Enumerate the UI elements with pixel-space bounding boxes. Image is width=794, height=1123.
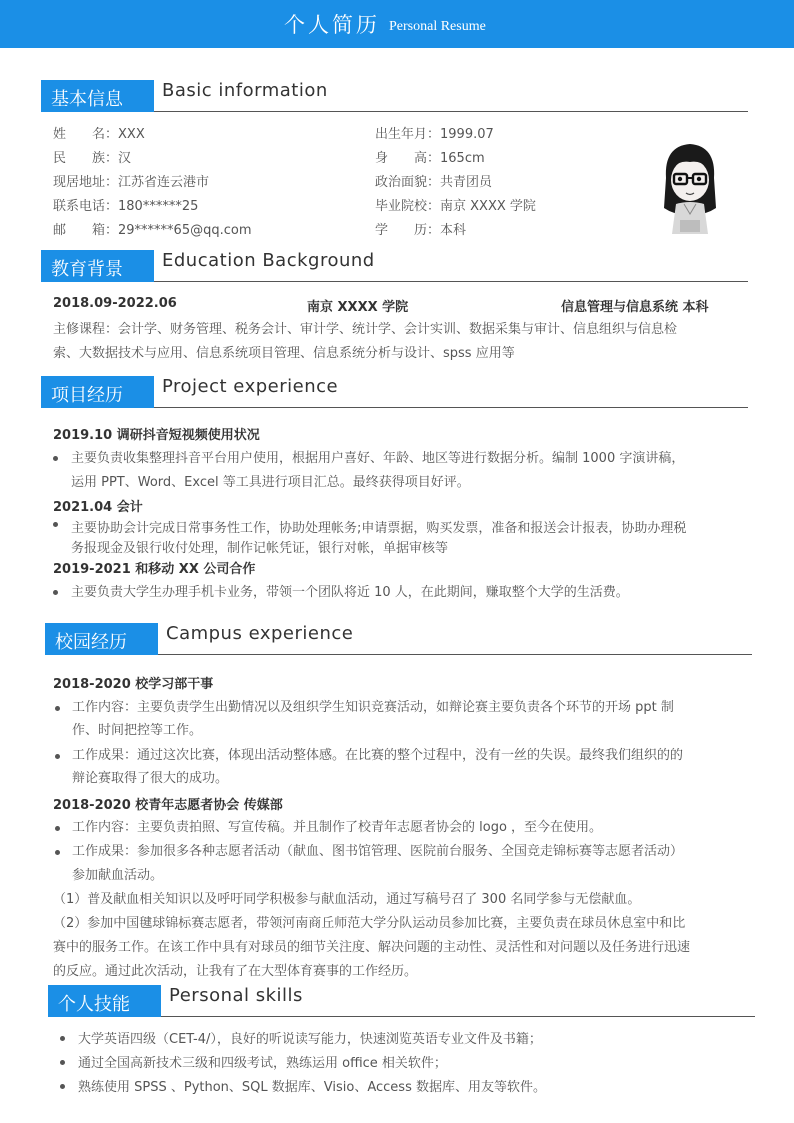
value: 南京 XXXX 学院 xyxy=(440,199,536,214)
value: 29******65@qq.com xyxy=(118,223,252,238)
section-tab: 教育背景 xyxy=(41,250,154,282)
resume-title: 个人简历 xyxy=(284,13,380,37)
campus-desc: 工作内容：主要负责学生出勤情况以及组织学生知识竞赛活动，如辩论赛主要负责各个环节的开场 ppt 制 xyxy=(72,700,674,715)
project-title: 2021.04 会计 xyxy=(53,500,143,515)
campus-title: 2018-2020 校学习部干事 xyxy=(53,677,214,692)
info-ethnicity xyxy=(53,147,131,166)
section-title-en: Personal skills xyxy=(169,985,303,1006)
bullet xyxy=(55,754,60,759)
value: 165cm xyxy=(440,151,485,166)
label: 邮 箱： xyxy=(53,223,119,238)
info-phone xyxy=(53,195,198,214)
bullet xyxy=(53,456,58,461)
section-title-en: Campus experience xyxy=(166,623,354,644)
bullet xyxy=(60,1036,65,1041)
bullet xyxy=(55,826,60,831)
project-desc: 务报现金及银行收付处理，制作记帐凭证，银行对帐，单据审核等 xyxy=(71,541,449,556)
edu-school: 南京 XXXX 学院 xyxy=(307,300,409,315)
bullet xyxy=(60,1060,65,1065)
divider xyxy=(154,111,748,112)
bullet xyxy=(53,590,58,595)
campus-desc: 工作成果：参加很多各种志愿者活动（献血、图书馆管理、医院前台服务、全国竞走锦标赛等志愿者活动） xyxy=(72,844,684,859)
section-title-en: Basic information xyxy=(162,80,328,101)
value: 汉 xyxy=(118,151,132,166)
label: 政治面貌： xyxy=(375,175,441,190)
divider xyxy=(154,281,748,282)
section-title-en: Project experience xyxy=(162,376,339,397)
section-basic-header xyxy=(41,80,748,112)
section-education-header xyxy=(41,250,748,282)
info-degree xyxy=(375,219,466,238)
edu-courses-line2: 索、大数据技术与应用、信息系统项目管理、信息系统分析与设计、spss 应用等 xyxy=(53,346,515,361)
edu-period: 2018.09-2022.06 xyxy=(53,296,177,311)
section-tab: 项目经历 xyxy=(41,376,154,408)
bullet xyxy=(55,706,60,711)
info-name xyxy=(53,123,145,142)
skill-item: 大学英语四级（CET-4/），良好的听说读写能力，快速浏览英语专业文件及书籍； xyxy=(78,1032,542,1047)
campus-desc: 作、时间把控等工作。 xyxy=(72,723,203,738)
edu-major: 信息管理与信息系统 本科 xyxy=(561,300,709,315)
value: XXX xyxy=(118,127,145,142)
value: 江苏省连云港市 xyxy=(118,175,210,190)
project-desc: 运用 PPT、Word、Excel 等工具进行项目汇总。最终获得项目好评。 xyxy=(71,475,470,490)
campus-note: （1）普及献血相关知识以及呼吁同学积极参与献血活动，通过写稿号召了 300 名同学参与无偿献血。 xyxy=(53,892,641,907)
section-tab: 个人技能 xyxy=(48,985,161,1017)
skill-item: 熟练使用 SPSS 、Python、SQL 数据库、Visio、Access 数据库、用友等软件。 xyxy=(78,1080,546,1095)
bullet xyxy=(55,850,60,855)
project-title: 2019-2021 和移动 XX 公司合作 xyxy=(53,562,256,577)
campus-desc: 工作成果：通过这次比赛，体现出活动整体感。在比赛的整个过程中，没有一丝的失误。最终我们组织的的 xyxy=(72,748,684,763)
value: 180******25 xyxy=(118,199,199,214)
value: 1999.07 xyxy=(440,127,494,142)
info-height xyxy=(375,147,485,166)
campus-desc: 参加献血活动。 xyxy=(72,868,164,883)
label: 学 历： xyxy=(375,223,441,238)
label: 身 高： xyxy=(375,151,441,166)
divider xyxy=(161,1016,755,1017)
section-campus-header xyxy=(45,623,752,655)
bullet xyxy=(60,1084,65,1089)
header-bar xyxy=(0,0,794,48)
label: 毕业院校： xyxy=(375,199,441,214)
section-title-en: Education Background xyxy=(162,250,375,271)
campus-desc: 辩论赛取得了很大的成功。 xyxy=(72,771,229,786)
value: 本科 xyxy=(440,223,467,238)
info-school xyxy=(375,195,536,214)
label: 出生年月： xyxy=(375,127,441,142)
divider xyxy=(158,654,752,655)
info-political xyxy=(375,171,492,190)
campus-desc: 工作内容：主要负责拍照、写宣传稿。并且制作了校青年志愿者协会的 logo ，至今在使用。 xyxy=(72,820,603,835)
label: 现居地址： xyxy=(53,175,119,190)
project-desc: 主要负责大学生办理手机卡业务，带领一个团队将近 10 人，在此期间，赚取整个大学的生活费。 xyxy=(71,585,629,600)
project-desc: 主要协助会计完成日常事务性工作，协助处理帐务;申请票据，购买发票，准备和报送会计报表，协助办理税 xyxy=(71,521,687,536)
project-desc: 主要负责收集整理抖音平台用户使用，根据用户喜好、年龄、地区等进行数据分析。编制 1000 字演讲稿， xyxy=(71,451,685,466)
label: 民 族： xyxy=(53,151,119,166)
info-birth xyxy=(375,123,494,142)
avatar xyxy=(654,138,726,238)
label: 联系电话： xyxy=(53,199,119,214)
campus-title: 2018-2020 校青年志愿者协会 传媒部 xyxy=(53,798,283,813)
project-title: 2019.10 调研抖音短视频使用状况 xyxy=(53,428,260,443)
skill-item: 通过全国高新技术三级和四级考试，熟练运用 office 相关软件； xyxy=(78,1056,447,1071)
section-tab: 校园经历 xyxy=(45,623,158,655)
campus-note: （2）参加中国毽球锦标赛志愿者，带领河南商丘师范大学分队运动员参加比赛，主要负责在球员休息室中和比 xyxy=(53,916,686,931)
edu-courses-line1: 主修课程：会计学、财务管理、税务会计、审计学、统计学、会计实训、数据采集与审计、信息组织与信息检 xyxy=(53,322,678,337)
campus-note: 的反应。通过此次活动，让我有了在大型体育赛事的工作经历。 xyxy=(53,964,418,979)
info-address xyxy=(53,171,209,190)
section-skills-header xyxy=(48,985,755,1017)
label: 姓 名： xyxy=(53,127,119,142)
bullet xyxy=(53,522,58,527)
value: 共青团员 xyxy=(440,175,493,190)
section-project-header xyxy=(41,376,748,408)
resume-subtitle: Personal Resume xyxy=(389,19,486,34)
divider xyxy=(154,407,748,408)
campus-note: 赛中的服务工作。在该工作中具有对球员的细节关注度、解决问题的主动性、灵活性和对问题以及任务进行迅速 xyxy=(53,940,691,955)
info-email xyxy=(53,219,252,238)
section-tab: 基本信息 xyxy=(41,80,154,112)
